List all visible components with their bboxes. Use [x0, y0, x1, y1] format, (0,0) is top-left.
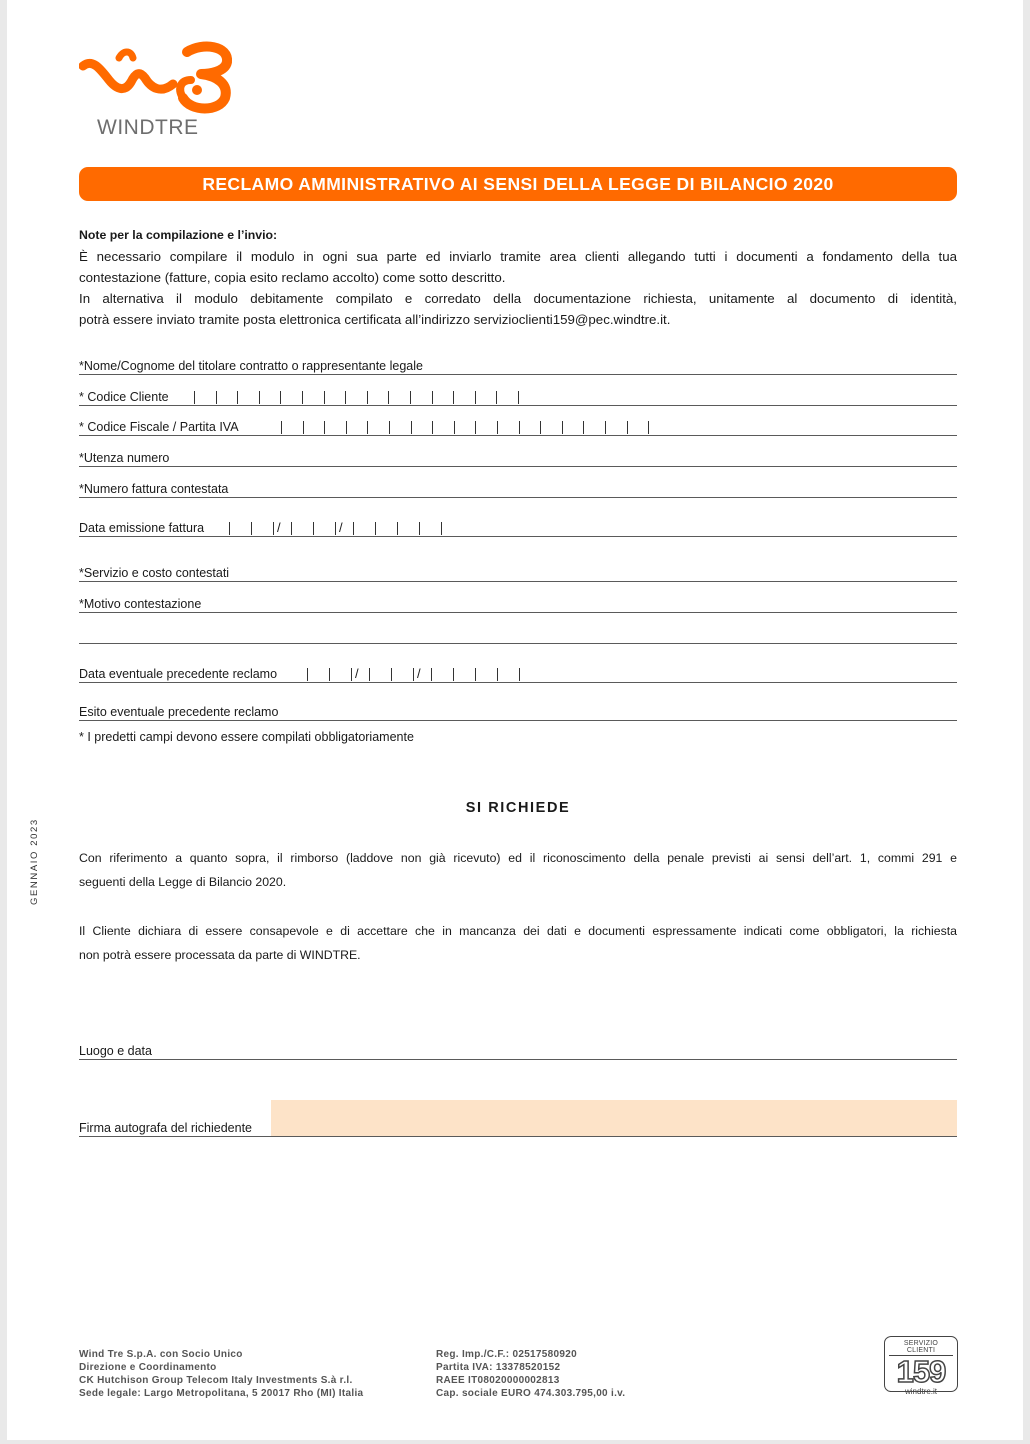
box-divider	[281, 421, 282, 434]
field-codice-cliente[interactable]	[79, 387, 957, 406]
box-divider	[194, 391, 195, 404]
field-data-emissione-label: Data emissione fattura	[79, 521, 205, 535]
box-divider	[391, 668, 392, 681]
field-utenza-label: *Utenza numero	[79, 451, 170, 465]
box-divider	[324, 391, 325, 404]
box-divider	[519, 668, 520, 681]
box-divider	[302, 391, 303, 404]
field-numero-fattura-label: *Numero fattura contestata	[79, 482, 229, 496]
box-divider	[497, 668, 498, 681]
badge-number: 159	[896, 1354, 946, 1389]
box-divider	[251, 522, 252, 535]
box-divider	[419, 522, 420, 535]
date-separator: /	[277, 520, 281, 535]
field-motivo[interactable]	[79, 594, 957, 613]
box-divider	[453, 668, 454, 681]
box-divider	[413, 668, 414, 681]
box-divider	[431, 668, 432, 681]
field-nome[interactable]	[79, 356, 957, 375]
box-divider	[410, 391, 411, 404]
box-divider	[367, 421, 368, 434]
footer-right-line: RAEE IT08020000002813	[436, 1375, 560, 1386]
box-divider	[562, 421, 563, 434]
box-divider	[441, 522, 442, 535]
box-divider	[369, 668, 370, 681]
footer-company	[79, 1348, 363, 1400]
field-utenza[interactable]	[79, 448, 957, 467]
request-para1-line2: seguenti della Legge di Bilancio 2020.	[79, 875, 287, 889]
footer-left-line: Wind Tre S.p.A. con Socio Unico	[79, 1349, 243, 1360]
box-divider	[346, 421, 347, 434]
box-divider	[432, 391, 433, 404]
codice-cliente-boxes[interactable]	[194, 391, 534, 404]
box-divider	[583, 421, 584, 434]
footer-left-line: CK Hutchison Group Telecom Italy Investments S.à r.l.	[79, 1375, 353, 1386]
box-divider	[389, 421, 390, 434]
box-divider	[280, 391, 281, 404]
footer-left-line: Sede legale: Largo Metropolitana, 5 20017 Rho (MI) Italia	[79, 1388, 364, 1399]
box-divider	[216, 391, 217, 404]
box-divider	[324, 421, 325, 434]
notes-para1-line2: contestazione (fatture, copia esito reclamo accolto) come sotto descritto.	[79, 270, 506, 285]
field-luogo-data[interactable]	[79, 1041, 957, 1060]
date-separator: /	[339, 520, 343, 535]
box-divider	[540, 421, 541, 434]
field-codice-fiscale-label: * Codice Fiscale / Partita IVA	[79, 420, 239, 434]
box-divider	[497, 421, 498, 434]
field-firma-label: Firma autografa del richiedente	[79, 1121, 253, 1135]
box-divider	[313, 522, 314, 535]
data-reclamo-boxes[interactable]	[307, 668, 527, 681]
field-codice-cliente-label: * Codice Cliente	[79, 390, 169, 404]
box-divider	[335, 522, 336, 535]
notes-para2-line1: In alternativa il modulo debitamente compilato e corredato della documentazione richiesta, unitamente al documento di identità,	[79, 291, 957, 306]
field-data-emissione[interactable]	[79, 518, 957, 537]
request-heading: SI RICHIEDE	[465, 800, 571, 816]
box-divider	[273, 522, 274, 535]
notes-para1-line1: È necessario compilare il modulo in ogni sua parte ed inviarlo tramite area clienti allegando tutti i documenti a fondamento della tua	[79, 249, 957, 264]
box-divider	[353, 522, 354, 535]
data-emissione-boxes[interactable]	[229, 522, 449, 535]
request-para1	[79, 846, 957, 894]
box-divider	[303, 421, 304, 434]
box-divider	[475, 391, 476, 404]
box-divider	[454, 421, 455, 434]
box-divider	[351, 668, 352, 681]
request-para1-line1: Con riferimento a quanto sopra, il rimborso (laddove non già ricevuto) ed il riconoscimento della penale previsti ai sensi dell’art. 1, commi 291 e	[79, 851, 957, 865]
customer-service-badge	[884, 1336, 958, 1396]
field-data-reclamo-label: Data eventuale precedente reclamo	[79, 667, 278, 681]
field-numero-fattura[interactable]	[79, 479, 957, 498]
notes-heading: Note per la compilazione e l’invio:	[79, 228, 278, 242]
box-divider	[229, 522, 230, 535]
field-servizio-label: *Servizio e costo contestati	[79, 566, 230, 580]
box-divider	[307, 668, 308, 681]
box-divider	[367, 391, 368, 404]
box-divider	[329, 668, 330, 681]
box-divider	[518, 391, 519, 404]
windtre-logo-icon	[79, 40, 239, 116]
windtre-logo	[79, 40, 239, 140]
field-firma[interactable]	[79, 1118, 957, 1137]
request-para2	[79, 919, 957, 967]
box-divider	[375, 522, 376, 535]
brand-name: WINDTRE	[97, 116, 199, 139]
page-title: RECLAMO AMMINISTRATIVO AI SENSI DELLA LEGGE DI BILANCIO 2020	[79, 167, 957, 201]
box-divider	[453, 391, 454, 404]
footer-right-line: Reg. Imp./C.F.: 02517580920	[436, 1349, 577, 1360]
notes-section	[79, 225, 957, 330]
box-divider	[475, 421, 476, 434]
field-esito-label: Esito eventuale precedente reclamo	[79, 705, 279, 719]
field-codice-fiscale[interactable]	[79, 417, 957, 436]
footer-right-line: Cap. sociale EURO 474.303.795,00 i.v.	[436, 1388, 626, 1399]
required-note: * I predetti campi devono essere compilati obbligatoriamente	[79, 730, 414, 744]
field-esito[interactable]	[79, 702, 957, 721]
request-para2-line1: Il Cliente dichiara di essere consapevole e di accettare che in mancanza dei dati e documenti espressamente indicati come obbligatori, la richiesta	[79, 924, 957, 938]
box-divider	[259, 391, 260, 404]
box-divider	[432, 421, 433, 434]
footer-left-line: Direzione e Coordinamento	[79, 1362, 217, 1373]
box-divider	[648, 421, 649, 434]
footer-registration	[436, 1348, 625, 1400]
field-luogo-data-label: Luogo e data	[79, 1044, 152, 1058]
box-divider	[627, 421, 628, 434]
request-para2-line2: non potrà essere processata da parte di WINDTRE.	[79, 948, 361, 962]
codice-fiscale-boxes[interactable]	[281, 421, 661, 434]
field-motivo-label: *Motivo contestazione	[79, 597, 202, 611]
box-divider	[345, 391, 346, 404]
field-motivo-line2[interactable]	[79, 625, 957, 644]
box-divider	[291, 522, 292, 535]
notes-para2-line2: potrà essere inviato tramite posta elettronica certificata all’indirizzo servizioclienti159@pec.windtre.it.	[79, 312, 671, 327]
box-divider	[605, 421, 606, 434]
box-divider	[411, 421, 412, 434]
date-separator: /	[417, 666, 421, 681]
box-divider	[475, 668, 476, 681]
box-divider	[397, 522, 398, 535]
form-page	[7, 0, 1023, 1440]
field-nome-label: *Nome/Cognome del titolare contratto o rappresentante legale	[79, 359, 423, 373]
date-separator: /	[355, 666, 359, 681]
box-divider	[237, 391, 238, 404]
footer-right-line: Partita IVA: 13378520152	[436, 1362, 561, 1373]
side-date: GENNAIO 2023	[29, 818, 40, 905]
box-divider	[519, 421, 520, 434]
badge-label: SERVIZIO CLIENTI	[889, 1340, 953, 1356]
box-divider	[496, 391, 497, 404]
box-divider	[388, 391, 389, 404]
field-servizio[interactable]	[79, 563, 957, 582]
field-data-reclamo[interactable]	[79, 664, 957, 683]
badge-site: windtre.it	[904, 1387, 937, 1396]
